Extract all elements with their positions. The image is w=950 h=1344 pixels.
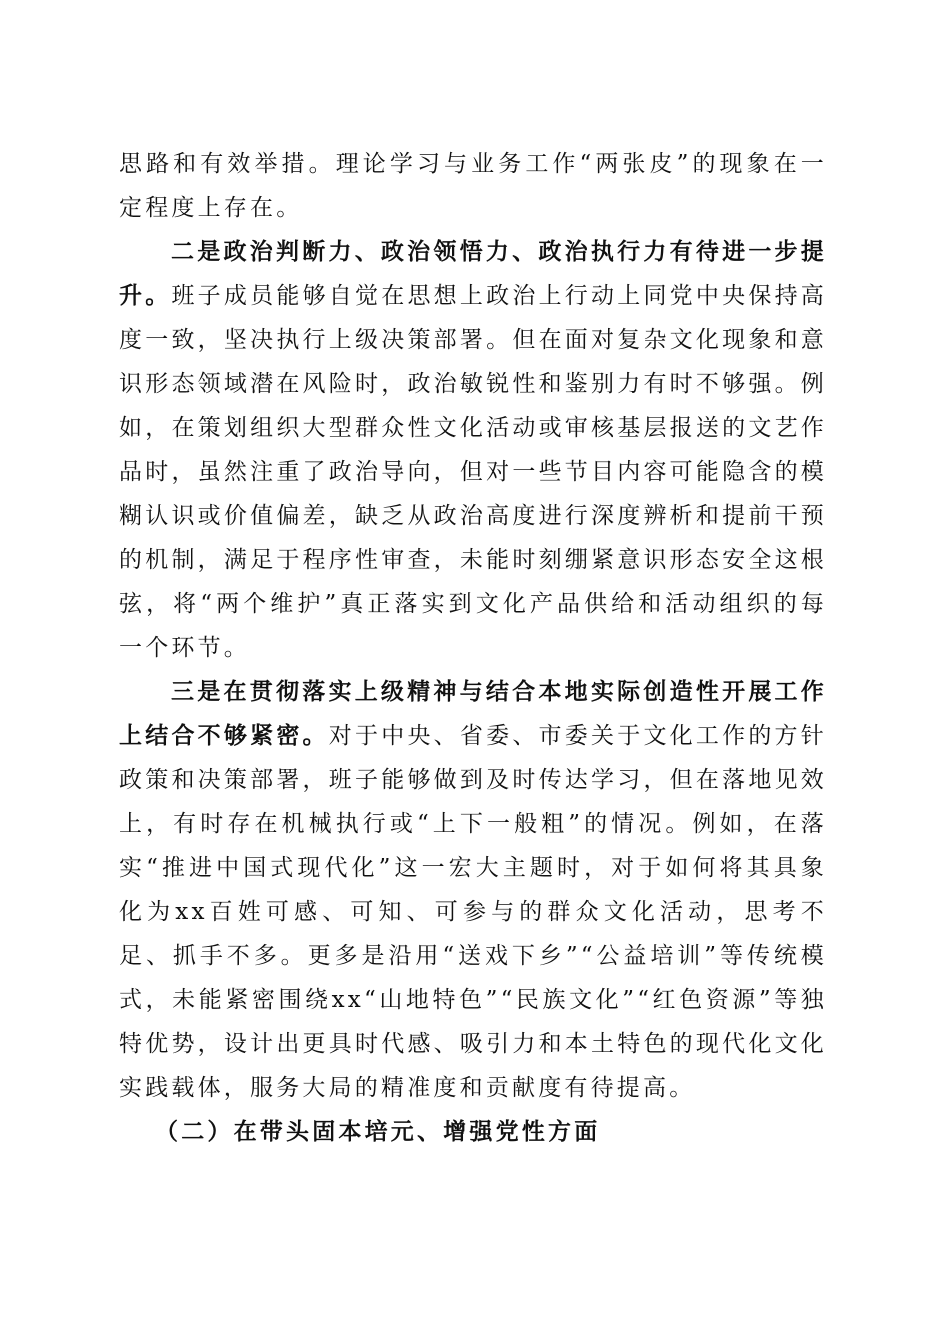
paragraph-lead-heading: 二是政治判断力、政治领悟力、政治执行力有待进一步提升。	[119, 238, 827, 309]
paragraph-point-three	[119, 670, 827, 1110]
paragraph-text: 班子成员能够自觉在思想上政治上行动上同党中央保持高度一致，坚决执行上级决策部署。但在面对复杂文化现象和意识形态领域潜在风险时，政治敏锐性和鉴别力有时不够强。例如，在策划组织大型群众性文化活动或审核基层报送的文艺作品时，虽然注重了政治导向，但对一些节目内容可能隐含的模糊认识或价值偏差，缺乏从政治高度进行深度辨析和提前干预的机制，满足于程序性审查，未能时刻绷紧意识形态安全这根弦，将“两个维护”真正落实到文化产品供给和活动组织的每一个环节。	[119, 283, 828, 661]
paragraph-point-two	[119, 230, 827, 670]
paragraph-text: 对于中央、省委、市委关于文化工作的方针政策和决策部署，班子能够做到及时传达学习，但在落地见效上，有时存在机械执行或“上下一般粗”的情况。例如，在落实“推进中国式现代化”这一宏大主题时，对于如何将其具象化为xx百姓可感、可知、可参与的群众文化活动，思考不足、抓手不多。更多是沿用“送戏下乡”“公益培训”等传统模式，未能紧密围绕xx“山地特色”“民族文化”“红色资源”等独特优势，设计出更具时代感、吸引力和本土特色的现代化文化实践载体，服务大局的精准度和贡献度有待提高。	[119, 723, 827, 1101]
section-heading: （二）在带头固本培元、增强党性方面	[155, 1118, 601, 1145]
document-body	[119, 142, 827, 1154]
paragraph-continuation	[119, 142, 827, 230]
paragraph-lead-heading: 三是在贯彻落实上级精神与结合本地实际创造性开展工作上结合不够紧密。	[119, 678, 827, 749]
paragraph-text: 思路和有效举措。理论学习与业务工作“两张皮”的现象在一定程度上存在。	[119, 151, 827, 221]
